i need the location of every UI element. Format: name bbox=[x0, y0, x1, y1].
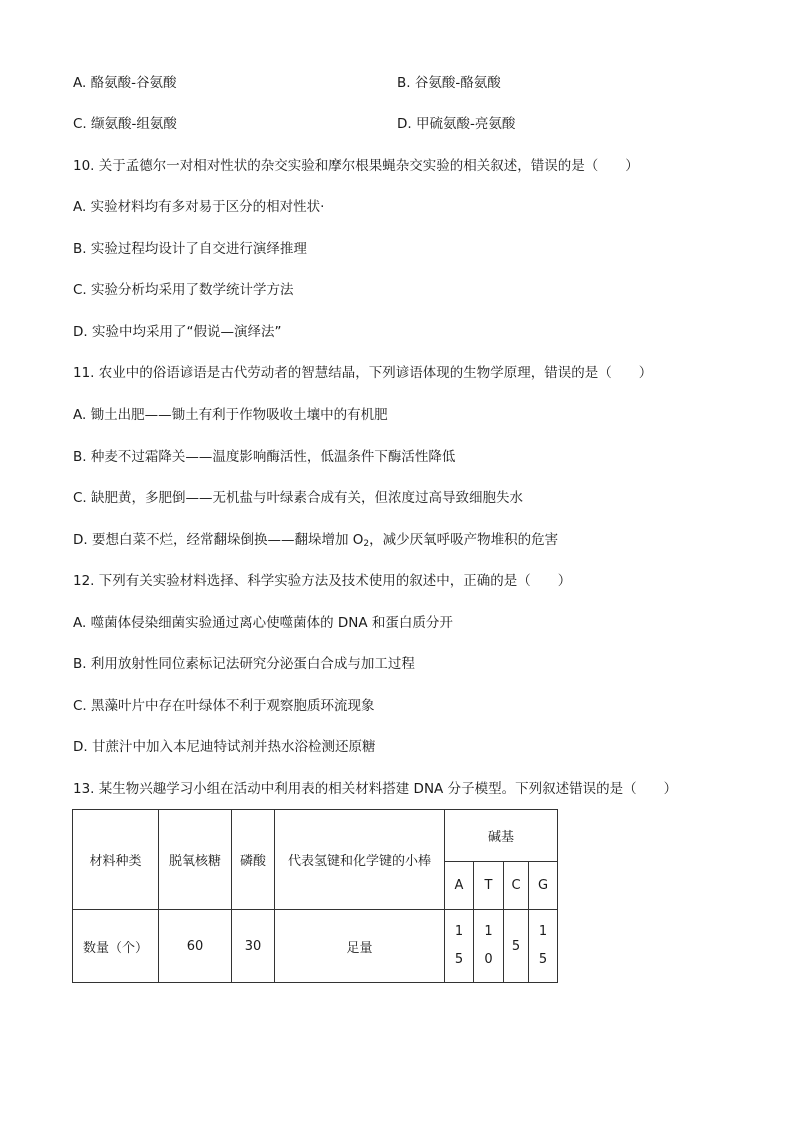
row-label-quantity: 数量（个） bbox=[73, 910, 159, 983]
q12-option-d: D. 甘蔗汁中加入本尼迪特试剂并热水浴检测还原糖 bbox=[73, 739, 376, 755]
q11-option-c: C. 缺肥黄，多肥倒——无机盐与叶绿素合成有关，但浓度过高导致细胞失水 bbox=[73, 490, 524, 506]
cell-base-g-count bbox=[529, 910, 558, 983]
cell-deoxyribose-count: 60 bbox=[159, 910, 232, 983]
cell-base-t-digit-2: 0 bbox=[484, 952, 493, 967]
q11-option-d-tail: ，减少厌氧呼吸产物堆积的危害 bbox=[369, 532, 559, 548]
header-deoxyribose: 脱氧核糖 bbox=[159, 810, 232, 910]
cell-base-g-digit-2: 5 bbox=[538, 952, 548, 967]
header-base-g: G bbox=[529, 862, 558, 910]
q12-option-b: B. 利用放射性同位素标记法研究分泌蛋白合成与加工过程 bbox=[73, 656, 415, 672]
header-material-type: 材料种类 bbox=[73, 810, 159, 910]
q12-stem: 12. 下列有关实验材料选择、科学实验方法及技术使用的叙述中，正确的是（ ） bbox=[73, 573, 572, 589]
q9-option-d: D. 甲硫氨酸-亮氨酸 bbox=[397, 116, 516, 132]
q12-option-c: C. 黑藻叶片中存在叶绿体不利于观察胞质环流现象 bbox=[73, 698, 375, 714]
q13-stem: 13. 某生物兴趣学习小组在活动中利用表的相关材料搭建 DNA 分子模型。下列叙述错误的是（ ） bbox=[73, 781, 678, 797]
materials-table bbox=[72, 809, 558, 983]
header-bases: 碱基 bbox=[445, 810, 558, 862]
q9-option-a: A. 酪氨酸-谷氨酸 bbox=[73, 75, 177, 91]
q10-stem: 10. 关于孟德尔一对相对性状的杂交实验和摩尔根果蝇杂交实验的相关叙述，错误的是（ ） bbox=[73, 158, 639, 174]
header-base-t: T bbox=[474, 862, 504, 910]
cell-base-a-digit-2: 5 bbox=[454, 952, 464, 967]
cell-base-t-count bbox=[474, 910, 504, 983]
q11-option-d bbox=[73, 530, 558, 554]
header-base-a: A bbox=[445, 862, 474, 910]
cell-phosphate-count: 30 bbox=[232, 910, 275, 983]
q11-option-d-text: D. 要想白菜不烂，经常翻垛倒换——翻垛增加 O bbox=[73, 532, 364, 548]
cell-sticks-count: 足量 bbox=[275, 910, 445, 983]
q10-option-d: D. 实验中均采用了“假说—演绎法” bbox=[73, 324, 282, 340]
q9-option-b: B. 谷氨酸-酪氨酸 bbox=[397, 75, 501, 91]
q10-option-a: A. 实验材料均有多对易于区分的相对性状· bbox=[73, 199, 325, 215]
q11-stem: 11. 农业中的俗语谚语是古代劳动者的智慧结晶，下列谚语体现的生物学原理，错误的是（ ） bbox=[73, 365, 653, 381]
cell-base-g-digit-1: 1 bbox=[538, 924, 548, 939]
q11-option-b: B. 种麦不过霜降关——温度影响酶活性，低温条件下酶活性降低 bbox=[73, 449, 456, 465]
q12-option-a: A. 噬菌体侵染细菌实验通过离心使噬菌体的 DNA 和蛋白质分开 bbox=[73, 615, 453, 631]
header-phosphate: 磷酸 bbox=[232, 810, 275, 910]
header-base-c: C bbox=[504, 862, 529, 910]
q9-option-c: C. 缬氨酸-组氨酸 bbox=[73, 116, 177, 132]
q10-option-c: C. 实验分析均采用了数学统计学方法 bbox=[73, 282, 294, 298]
q11-option-d-subscript: 2 bbox=[363, 539, 370, 549]
header-sticks: 代表氢键和化学键的小棒 bbox=[275, 810, 445, 910]
cell-base-t-digit-1: 1 bbox=[484, 924, 493, 939]
cell-base-c-count: 5 bbox=[504, 910, 529, 983]
cell-base-a-count bbox=[445, 910, 474, 983]
q11-option-a: A. 锄土出肥——锄土有利于作物吸收土壤中的有机肥 bbox=[73, 407, 388, 423]
q10-option-b: B. 实验过程均设计了自交进行演绎推理 bbox=[73, 241, 307, 257]
cell-base-a-digit-1: 1 bbox=[454, 924, 464, 939]
